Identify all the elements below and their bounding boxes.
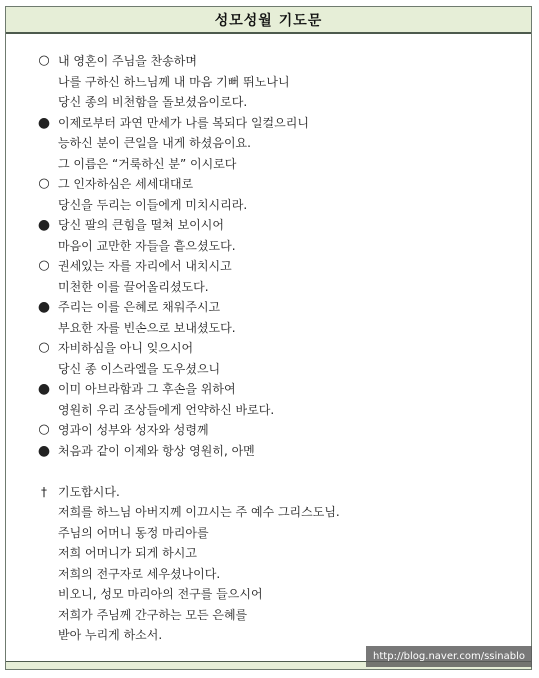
filled-circle-icon: ● [37, 114, 51, 131]
open-circle-icon: ○ [38, 53, 50, 68]
prayer-text: 받아 누리게 하소서. [58, 628, 163, 642]
open-circle-icon: ○ [38, 258, 50, 273]
prayer-text: 저희가 주님께 간구하는 모든 은혜를 [58, 607, 248, 622]
prayer-text: 그 인자하심은 세세대대로 [58, 177, 194, 191]
filled-circle-icon: ● [37, 299, 51, 315]
prayer-text: 당신 종의 비천함을 돌보셨음이로다. [58, 95, 248, 109]
page-title: 성모성월 기도문 [6, 7, 531, 34]
prayer-text: 부요한 자를 빈손으로 보내셨도다. [58, 320, 236, 335]
filled-circle-icon: ● [37, 381, 51, 397]
prayer-text: 내 영혼이 주님을 찬송하며 [58, 54, 197, 68]
prayer-text: 권세있는 자를 자리에서 내치시고 [58, 259, 232, 273]
document-frame [5, 6, 532, 670]
prayer-text: 영과이 성부와 성자와 성령께 [58, 423, 209, 437]
open-circle-icon: ○ [38, 340, 50, 355]
blog-watermark: http://blog.naver.com/ssinablo [366, 646, 532, 667]
prayer-text: 저희를 하느님 아버지께 이끄시는 주 예수 그리스도님. [58, 505, 340, 519]
filled-circle-icon: ● [37, 442, 51, 459]
prayer-text: 주님의 어머니 동정 마리아를 [58, 525, 209, 540]
prayer-text: 그 이름은 “거룩하신 분” 이시로다 [58, 156, 237, 171]
prayer-text: 당신 팔의 큰힘을 떨쳐 보이시어 [58, 218, 224, 232]
prayer-text: 당신을 두리는 이들에게 미치시리라. [58, 197, 248, 212]
open-circle-icon: ○ [38, 176, 50, 191]
open-circle-icon: ○ [38, 422, 50, 437]
prayer-text: 영원히 우리 조상들에게 언약하신 바로다. [58, 402, 275, 417]
prayer-text: 마음이 교만한 자들을 흩으셨도다. [58, 238, 236, 253]
prayer-text: 이미 아브라함과 그 후손을 위하여 [58, 382, 236, 396]
prayer-text: 주리는 이를 은혜로 채워주시고 [58, 300, 221, 314]
prayer-text: 능하신 분이 큰일을 내게 하셨음이요. [58, 136, 251, 150]
prayer-text: 나를 구하신 하느님께 내 마음 기뻐 뛰노나니 [58, 74, 290, 89]
cross-icon: † [41, 484, 47, 499]
prayer-text: 저희 어머니가 되게 하시고 [58, 546, 197, 560]
prayer-text: 기도합시다. [58, 484, 120, 499]
prayer-text: 저희의 전구자로 세우셨나이다. [58, 566, 221, 581]
prayer-text: 비오니, 성모 마리아의 전구를 들으시어 [58, 587, 263, 601]
filled-circle-icon: ● [37, 217, 51, 233]
prayer-text: 미천한 이를 끌어올리셨도다. [58, 279, 209, 294]
prayer-text: 이제로부터 과연 만세가 나를 복되다 일컬으리니 [58, 115, 309, 130]
prayer-text: 처음과 같이 이제와 항상 영원히, 아멘 [58, 443, 255, 458]
prayer-text: 당신 종 이스라엘을 도우셨으니 [58, 361, 221, 376]
prayer-text: 자비하심을 아니 잊으시어 [58, 341, 194, 355]
